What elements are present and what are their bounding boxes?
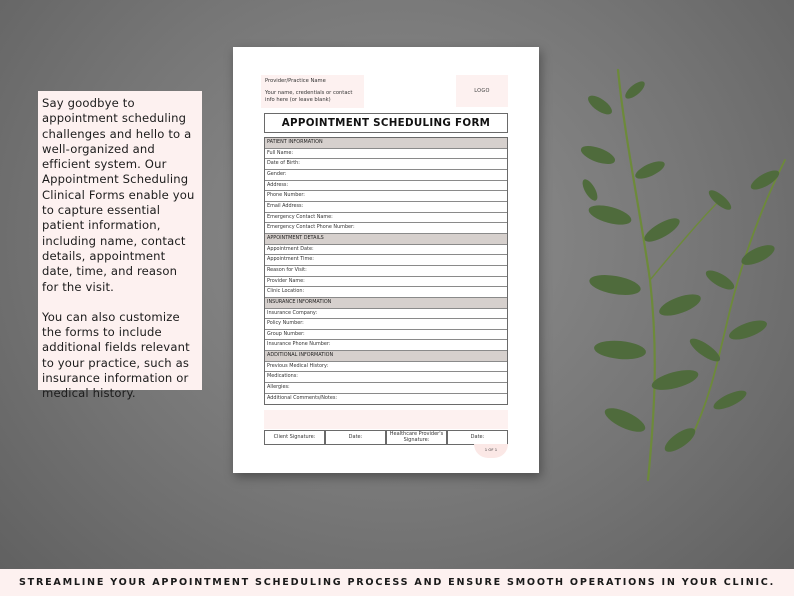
blank-band: [264, 410, 508, 429]
description-paragraph-2: You can also customize the forms to include additional fields relevant to your practice, such as insurance information or medical history.: [42, 309, 190, 401]
page-number: 1 OF 1: [474, 444, 508, 458]
form-field-row[interactable]: Emergency Contact Name:: [265, 213, 507, 224]
date-box-2[interactable]: Date:: [447, 430, 508, 445]
form-section-header: ADDITIONAL INFORMATION: [265, 351, 507, 362]
form-section-header: PATIENT INFORMATION: [265, 138, 507, 149]
form-field-row[interactable]: Provider Name:: [265, 277, 507, 288]
form-field-row[interactable]: Insurance Company:: [265, 309, 507, 320]
provider-name-label: Provider/Practice Name: [265, 78, 326, 84]
form-field-row[interactable]: Appointment Date:: [265, 245, 507, 256]
form-field-row[interactable]: Policy Number:: [265, 319, 507, 330]
form-field-row[interactable]: Medications:: [265, 372, 507, 383]
form-field-row[interactable]: Full Name:: [265, 149, 507, 160]
form-section-header: INSURANCE INFORMATION: [265, 298, 507, 309]
form-field-row[interactable]: Email Address:: [265, 202, 507, 213]
bottom-banner: STREAMLINE YOUR APPOINTMENT SCHEDULING PROCESS AND ENSURE SMOOTH OPERATIONS IN YOUR CLINIC.: [0, 569, 794, 596]
client-signature-box[interactable]: Client Signature:: [264, 430, 325, 445]
form-field-row[interactable]: Emergency Contact Phone Number:: [265, 223, 507, 234]
form-field-row[interactable]: Group Number:: [265, 330, 507, 341]
form-field-row[interactable]: Previous Medical History:: [265, 362, 507, 373]
form-field-row[interactable]: Insurance Phone Number:: [265, 340, 507, 351]
form-table: [264, 137, 508, 405]
logo-placeholder: LOGO: [456, 75, 508, 107]
form-field-row[interactable]: Reason for Visit:: [265, 266, 507, 277]
date-box-1[interactable]: Date:: [325, 430, 386, 445]
provider-signature-box[interactable]: Healthcare Provider's Signature:: [386, 430, 447, 445]
provider-box: [261, 75, 364, 108]
form-field-row[interactable]: Phone Number:: [265, 191, 507, 202]
form-field-row[interactable]: Appointment Time:: [265, 255, 507, 266]
form-field-row[interactable]: Date of Birth:: [265, 159, 507, 170]
eucalyptus-branch-icon: [570, 50, 794, 490]
form-field-row[interactable]: Address:: [265, 181, 507, 192]
form-title: APPOINTMENT SCHEDULING FORM: [264, 113, 508, 133]
description-card: [38, 91, 202, 401]
form-field-row[interactable]: Clinic Location:: [265, 287, 507, 298]
description-paragraph-1: Say goodbye to appointment scheduling challenges and hello to a well-organized and efficient system. Our Appointment Scheduling Clinical Forms enable you to capture essential patient information, including name, contact details, appointment date, time, and reason for the visit.: [42, 96, 195, 294]
form-field-row[interactable]: Gender:: [265, 170, 507, 181]
provider-hint: Your name, credentials or contact info here (or leave blank): [265, 90, 353, 103]
form-field-row[interactable]: Allergies:: [265, 383, 507, 394]
form-field-row[interactable]: Additional Comments/Notes:: [267, 394, 338, 401]
form-page: [233, 47, 539, 473]
form-section-header: APPOINTMENT DETAILS: [265, 234, 507, 245]
